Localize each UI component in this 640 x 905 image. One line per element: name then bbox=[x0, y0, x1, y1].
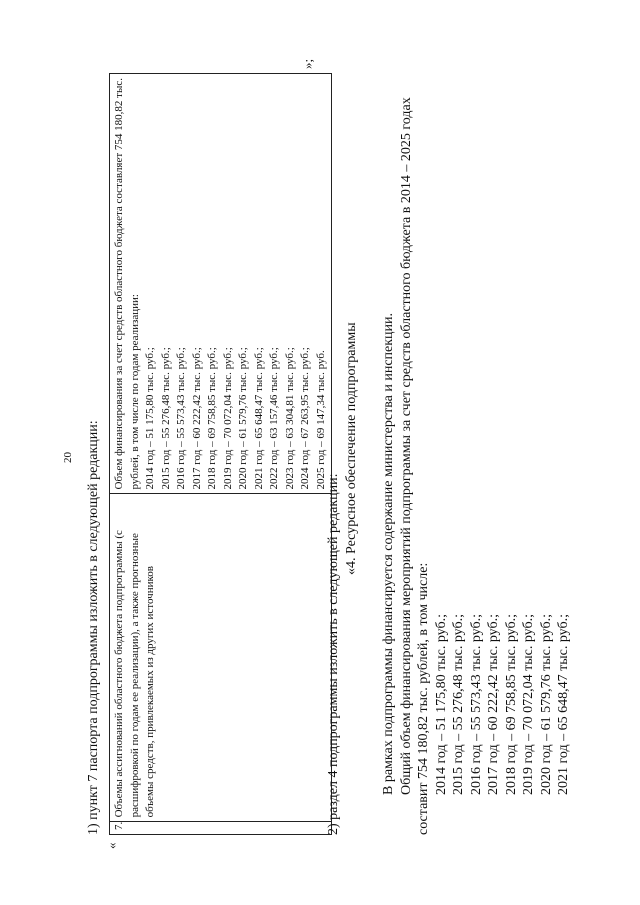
amendment-item-2: 2) раздел 4 подпрограммы изложить в следующей редакции: bbox=[326, 473, 341, 835]
table-year-line: 2021 год – 65 648,47 тыс. руб.; bbox=[252, 347, 265, 490]
table-year-line: 2014 год – 51 175,80 тыс. руб.; bbox=[144, 347, 156, 490]
table-year-line: 2017 год – 60 222,42 тыс. руб.; bbox=[190, 347, 203, 490]
table-year-line: 2016 год – 55 573,43 тыс. руб.; bbox=[175, 347, 187, 490]
body-year-line: 2020 год – 61 579,76 тыс. руб.; bbox=[538, 614, 554, 795]
row-label-cell: Объемы ассигнований областного бюджета подпрограммы (с расшифровкой по годам ее реализации), а также прогнозные объемы средств, привлекаемых из других источников bbox=[110, 494, 332, 822]
table-year-line: 2025 год – 69 147,34 тыс. руб. bbox=[314, 350, 327, 490]
body-year-line: 2015 год – 55 276,48 тыс. руб.; bbox=[451, 614, 466, 795]
table-year-line: 2019 год – 70 072,04 тыс. руб.; bbox=[221, 347, 234, 490]
body-year-line: 2018 год – 69 758,85 тыс. руб.; bbox=[503, 614, 519, 795]
section-heading: «4. Ресурсное обеспечение подпрограммы bbox=[344, 322, 359, 575]
body-paragraph: В рамках подпрограммы финансируется содержание министерства и инспекции. bbox=[381, 312, 396, 795]
body-year-line: 2017 год – 60 222,42 тыс. руб.; bbox=[486, 614, 501, 795]
table-year-line: 2022 год – 63 157,46 тыс. руб.; bbox=[268, 347, 280, 490]
table-year-line: 2015 год – 55 276,48 тыс. руб.; bbox=[159, 347, 172, 490]
body-paragraph: Общий объем финансирования мероприятий подпрограммы за счет средств областного бюджета в 2014 – 2025 годах составит 754 180,82 тыс. рублей, в том числе: bbox=[398, 97, 431, 835]
table-year-line: 2018 год – 69 758,85 тыс. руб.; bbox=[206, 347, 218, 490]
page-number: 20 bbox=[62, 452, 74, 463]
opening-quote-mark: « bbox=[104, 842, 119, 849]
table-year-line: 2024 год – 67 263,95 тыс. руб.; bbox=[299, 347, 311, 490]
value-intro: Объем финансирования за счет средств областного бюджета составляет 754 180,82 тыс. рублей, в том числе по годам реализации: bbox=[113, 77, 141, 490]
amendment-item-1: 1) пункт 7 паспорта подпрограммы изложить в следующей редакции: bbox=[86, 420, 101, 835]
closing-quote-mark: »; bbox=[300, 58, 315, 69]
body-year-line: 2016 год – 55 573,43 тыс. руб.; bbox=[468, 614, 484, 795]
table-year-line: 2020 год – 61 579,76 тыс. руб.; bbox=[237, 347, 249, 490]
table-row bbox=[110, 74, 332, 835]
body-year-line: 2021 год – 65 648,47 тыс. руб.; bbox=[556, 614, 571, 795]
body-year-line: 2019 год – 70 072,04 тыс. руб.; bbox=[521, 614, 536, 795]
row-number-cell: 7. bbox=[110, 822, 332, 835]
section-body bbox=[380, 55, 573, 835]
passport-table bbox=[109, 73, 332, 835]
row-value-cell bbox=[110, 74, 332, 494]
table-year-line: 2023 год – 63 304,81 тыс. руб.; bbox=[283, 347, 296, 490]
body-year-line: 2014 год – 51 175,80 тыс. руб.; bbox=[433, 614, 449, 795]
